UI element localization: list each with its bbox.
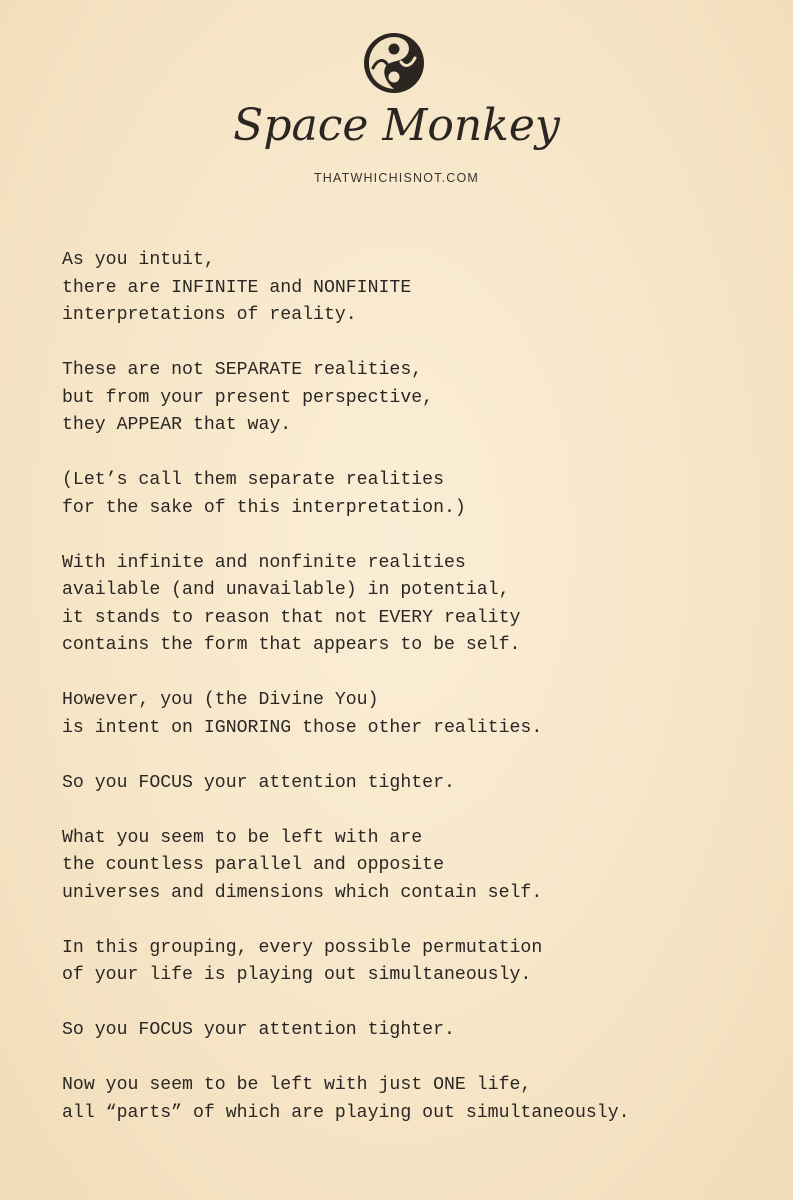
- site-url: THATWHICHISNOT.COM: [313, 171, 480, 185]
- stanza: [62, 247, 762, 330]
- stanza: [62, 687, 762, 742]
- stanza: [62, 770, 762, 798]
- stanza: [62, 825, 762, 908]
- poem-line: With infinite and nonfinite realities: [62, 552, 466, 573]
- poem-line: they APPEAR that way.: [62, 415, 292, 435]
- poem-line: of your life is playing out simultaneously.: [62, 965, 532, 985]
- monkey-yin-yang-icon: [361, 30, 427, 96]
- poem-line: What you seem to be left with are: [62, 827, 423, 848]
- poem-body: [62, 247, 762, 1155]
- poem-line: These are not SEPARATE realities,: [62, 360, 423, 380]
- poem-line: In this grouping, every possible permutation: [62, 937, 543, 958]
- poem-line: However, you (the Divine You): [62, 690, 379, 710]
- poem-line: but from your present perspective,: [62, 387, 434, 408]
- poem-line: universes and dimensions which contain self.: [62, 882, 543, 903]
- poem-line: Now you seem to be left with just ONE life,: [62, 1075, 532, 1095]
- stanza: [62, 1072, 762, 1127]
- poem-line: the countless parallel and opposite: [62, 855, 444, 875]
- stanza: [62, 935, 762, 990]
- poem-line: So you FOCUS your attention tighter.: [62, 772, 455, 793]
- poem-line: interpretations of reality.: [62, 305, 357, 325]
- brand-name: Space Monkey: [233, 100, 560, 151]
- stanza: [62, 550, 762, 660]
- poem-line: it stands to reason that not EVERY reality: [62, 607, 521, 628]
- stanza: [62, 467, 762, 522]
- poem-line: all “parts” of which are playing out simultaneously.: [62, 1102, 630, 1123]
- poem-line: (Let’s call them separate realities: [62, 470, 444, 490]
- poem-line: So you FOCUS your attention tighter.: [62, 1020, 455, 1040]
- poem-line: there are INFINITE and NONFINITE: [62, 277, 412, 298]
- poem-line: As you intuit,: [62, 250, 215, 270]
- poem-line: available (and unavailable) in potential,: [62, 580, 510, 600]
- poem-line: is intent on IGNORING those other realities.: [62, 717, 543, 738]
- poem-line: for the sake of this interpretation.): [62, 497, 466, 518]
- stanza: [62, 1017, 762, 1045]
- stanza: [62, 357, 762, 440]
- poem-line: contains the form that appears to be self.: [62, 635, 521, 655]
